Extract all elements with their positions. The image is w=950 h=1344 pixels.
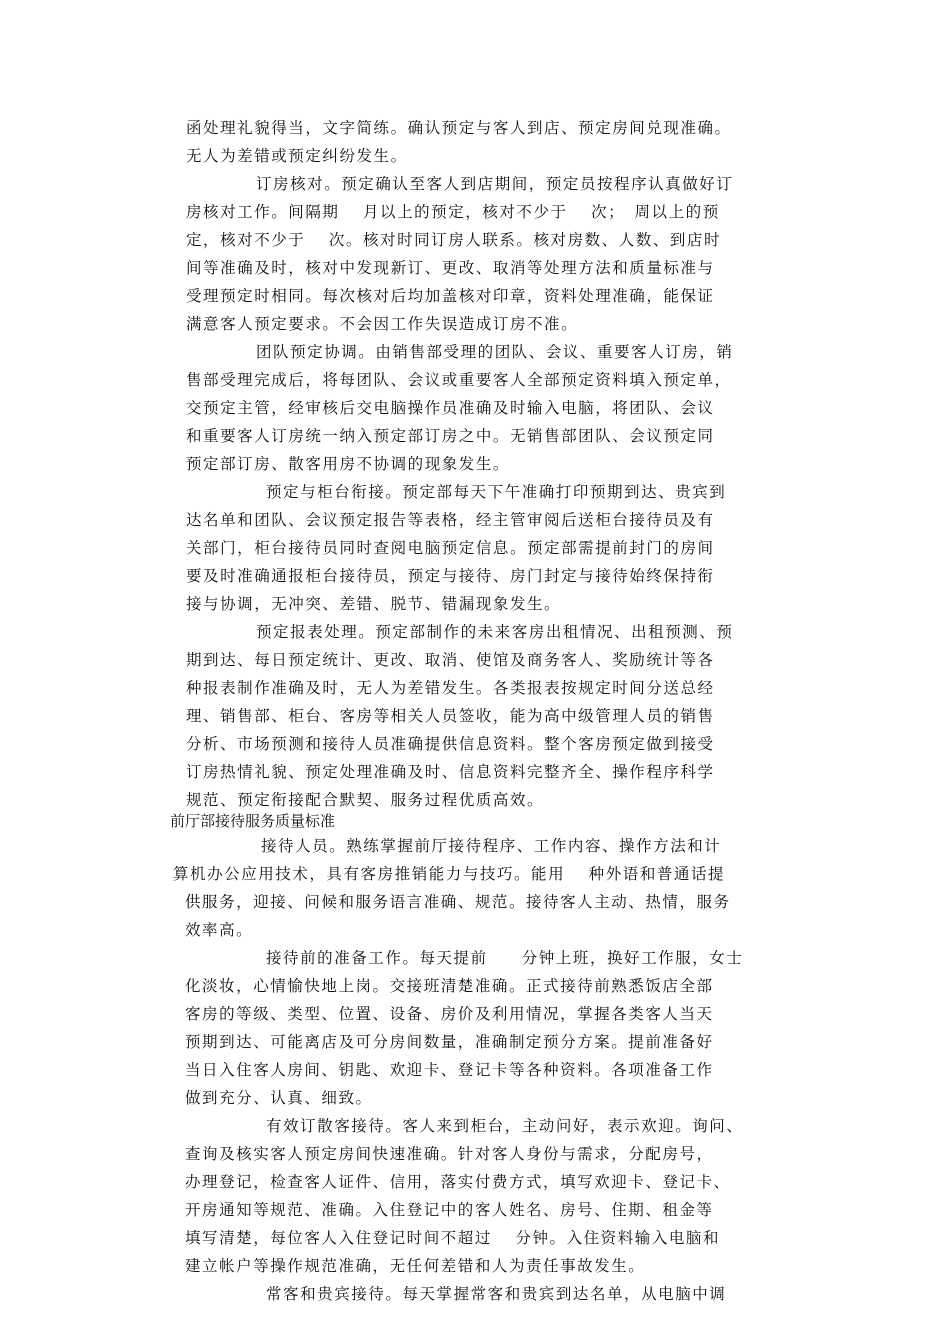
- paragraph-line: 化淡妆，心情愉快地上岗。交接班清楚准确。正式接待前熟悉饭店全部: [185, 977, 714, 995]
- paragraph-line: 关部门，柜台接待员同时查阅电脑预定信息。预定部需提前封门的房间: [186, 539, 715, 557]
- paragraph-line: 接待前的准备工作。每天提前 分钟上班，换好工作服，女士: [266, 949, 744, 967]
- paragraph-line: 定，核对不少于 次。核对时同订房人联系。核对房数、人数、到店时: [186, 231, 722, 249]
- paragraph-line: 种报表制作准确及时，无人为差错发生。各类报表按规定时间分送总经: [186, 679, 715, 697]
- paragraph-line: 预期到达、可能离店及可分房间数量，准确制定预分方案。提前准备好: [185, 1033, 714, 1051]
- paragraph-line: 间等准确及时，核对中发现新订、更改、取消等处理方法和质量标准与: [186, 259, 715, 277]
- paragraph-line: 接待人员。熟练掌握前厅接待程序、工作内容、操作方法和计: [261, 837, 722, 855]
- paragraph-line: 达名单和团队、会议预定报告等表格，经主管审阅后送柜台接待员及有: [186, 511, 715, 529]
- paragraph-line: 期到达、每日预定统计、更改、取消、使馆及商务客人、奖励统计等各: [186, 651, 715, 669]
- paragraph-line: 接与协调，无冲突、差错、脱节、错漏现象发生。: [186, 595, 562, 613]
- paragraph-line: 理、销售部、柜台、客房等相关人员签收，能为高中级管理人员的销售: [186, 707, 715, 725]
- paragraph-line: 查询及核实客人预定房间快速准确。针对客人身份与需求，分配房号，: [185, 1145, 714, 1163]
- paragraph-line: 办理登记，检查客人证件、信用，落实付费方式，填写欢迎卡、登记卡、: [185, 1173, 731, 1191]
- paragraph-line: 和重要客人订房统一纳入预定部订房之中。无销售部团队、会议预定同: [186, 427, 715, 445]
- paragraph-line: 交预定主管，经审核后交电脑操作员准确及时输入电脑，将团队、会议: [186, 399, 715, 417]
- paragraph-line: 有效订散客接待。客人来到柜台，主动问好，表示欢迎。询问、: [266, 1117, 744, 1135]
- paragraph-line: 满意客人预定要求。不会因工作失误造成订房不准。: [186, 315, 579, 333]
- paragraph-line: 算机办公应用技术，具有客房推销能力与技巧。能用 种外语和普通话提: [173, 865, 726, 883]
- paragraph-line: 客房的等级、类型、位置、设备、房价及利用情况，掌握各类客人当天: [185, 1005, 714, 1023]
- paragraph-line: 无人为差错或预定纠纷发生。: [186, 147, 408, 165]
- paragraph-line: 要及时准确通报柜台接待员，预定与接待、房门封定与接待始终保持衔: [186, 567, 715, 585]
- paragraph-line: 建立帐户等操作规范准确，无任何差错和人为责任事故发生。: [185, 1257, 646, 1275]
- paragraph-line: 订房热情礼貌、预定处理准确及时、信息资料完整齐全、操作程序科学: [186, 763, 715, 781]
- paragraph-line: 订房核对。预定确认至客人到店期间，预定员按程序认真做好订: [256, 175, 734, 193]
- paragraph-line: 受理预定时相同。每次核对后均加盖核对印章，资料处理准确，能保证: [186, 287, 715, 305]
- paragraph-line: 预定与柜台衔接。预定部每天下午准确打印预期到达、贵宾到: [266, 483, 727, 501]
- paragraph-line: 预定报表处理。预定部制作的未来客房出租情况、出租预测、预: [256, 623, 734, 641]
- paragraph-line: 预定部订房、散客用房不协调的现象发生。: [186, 455, 510, 473]
- section-heading: 前厅部接待服务质量标准: [170, 812, 336, 830]
- paragraph-line: 分析、市场预测和接待人员准确提供信息资料。整个客房预定做到接受: [186, 735, 715, 753]
- paragraph-line: 效率高。: [185, 921, 254, 939]
- paragraph-line: 当日入住客人房间、钥匙、欢迎卡、登记卡等各种资料。各项准备工作: [185, 1061, 714, 1079]
- paragraph-line: 常客和贵宾接待。每天掌握常客和贵宾到达名单，从电脑中调: [266, 1285, 727, 1303]
- paragraph-line: 做到充分、认真、细致。: [185, 1089, 373, 1107]
- paragraph-line: 房核对工作。间隔期 月以上的预定，核对不少于 次； 周以上的预: [186, 203, 720, 221]
- paragraph-line: 供服务，迎接、问候和服务语言准确、规范。接待客人主动、热情，服务: [185, 893, 731, 911]
- paragraph-line: 开房通知等规范、准确。入住登记中的客人姓名、房号、住期、租金等: [185, 1201, 714, 1219]
- paragraph-line: 团队预定协调。由销售部受理的团队、会议、重要客人订房，销: [256, 343, 734, 361]
- paragraph-line: 售部受理完成后，将每团队、会议或重要客人全部预定资料填入预定单，: [186, 371, 732, 389]
- paragraph-line: 填写清楚，每位客人入住登记时间不超过 分钟。入住资料输入电脑和: [185, 1229, 721, 1247]
- paragraph-line: 函处理礼貌得当，文字简练。确认预定与客人到店、预定房间兑现准确。: [186, 119, 732, 137]
- paragraph-line: 规范、预定衔接配合默契、服务过程优质高效。: [186, 791, 545, 809]
